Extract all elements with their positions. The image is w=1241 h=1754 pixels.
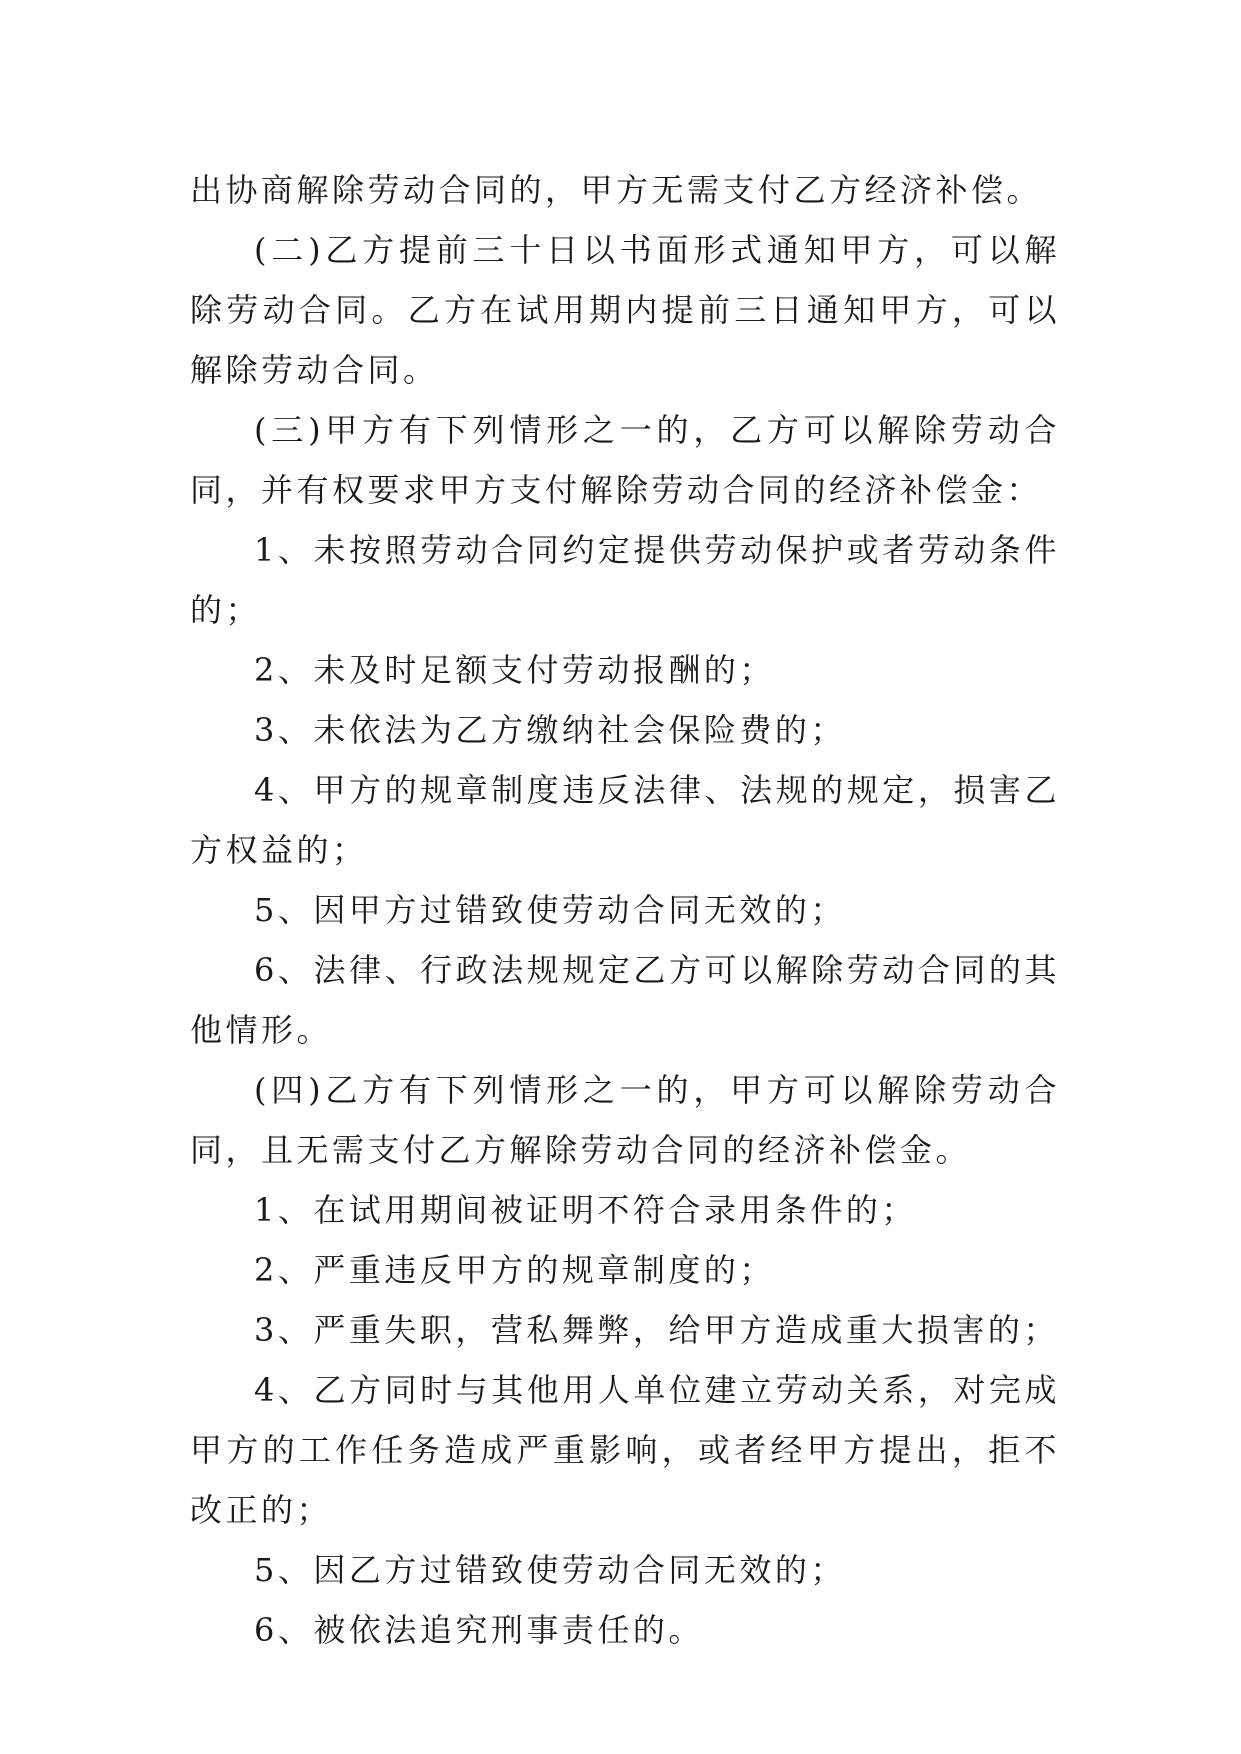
paragraph-clause-4: (四)乙方有下列情形之一的，甲方可以解除劳动合同，且无需支付乙方解除劳动合同的经济补偿金。 [190, 1071, 1060, 1169]
list-item: 4、甲方的规章制度违反法律、法规的规定，损害乙方权益的； [190, 771, 1060, 869]
list-item: 5、因甲方过错致使劳动合同无效的； [254, 891, 846, 929]
list-item: 5、因乙方过错致使劳动合同无效的； [254, 1551, 846, 1589]
list-item: 6、法律、行政法规规定乙方可以解除劳动合同的其他情形。 [190, 951, 1060, 1049]
list-item: 2、严重违反甲方的规章制度的； [254, 1251, 775, 1289]
list-item: 3、未依法为乙方缴纳社会保险费的； [254, 711, 846, 749]
list-item: 3、严重失职，营私舞弊，给甲方造成重大损害的； [254, 1311, 1059, 1349]
paragraph-clause-2: (二)乙方提前三十日以书面形式通知甲方，可以解除劳动合同。乙方在试用期内提前三日通知甲方，可以解除劳动合同。 [190, 231, 1060, 389]
paragraph-continuation: 出协商解除劳动合同的，甲方无需支付乙方经济补偿。 [190, 171, 1043, 209]
list-item: 4、乙方同时与其他用人单位建立劳动关系，对完成甲方的工作任务造成严重影响，或者经甲方提出，拒不改正的； [190, 1371, 1060, 1529]
list-item: 6、被依法追究刑事责任的。 [254, 1611, 704, 1649]
list-item: 1、未按照劳动合同约定提供劳动保护或者劳动条件的； [190, 531, 1060, 629]
paragraph-clause-3: (三)甲方有下列情形之一的，乙方可以解除劳动合同，并有权要求甲方支付解除劳动合同的经济补偿金： [190, 411, 1060, 509]
document-body [190, 160, 1060, 1660]
list-item: 1、在试用期间被证明不符合录用条件的； [254, 1191, 917, 1229]
list-item: 2、未及时足额支付劳动报酬的； [254, 651, 775, 689]
